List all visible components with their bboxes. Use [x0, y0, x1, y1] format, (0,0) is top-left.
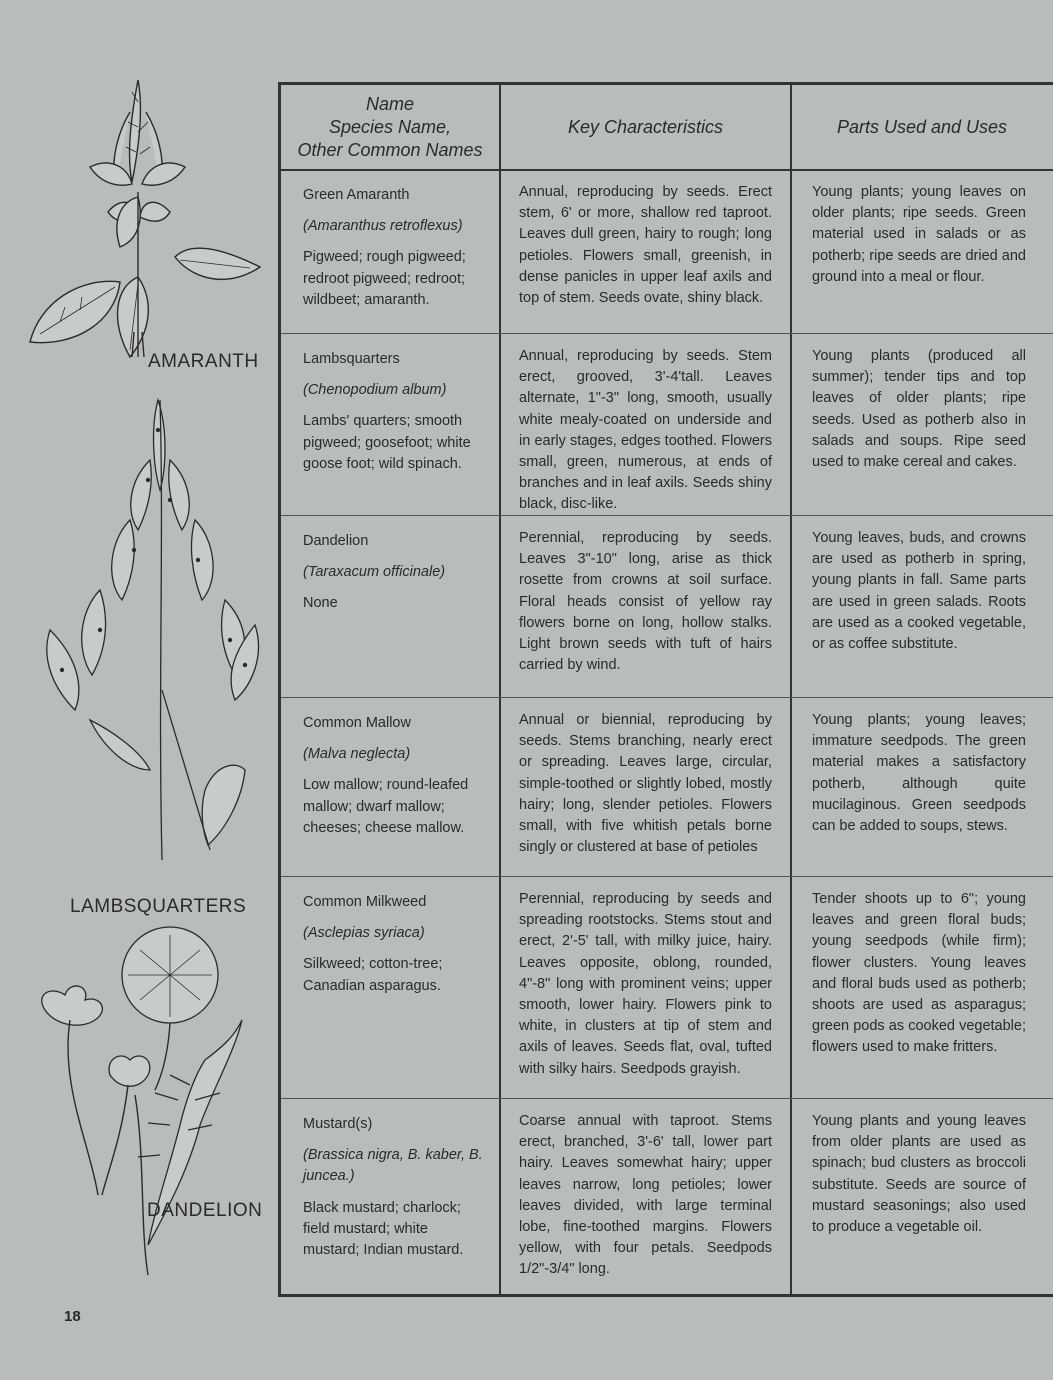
- parts-used-cell: Young plants (produced all summer); tender tips and top leaves of older plants; ripe seeds. Used as potherb also in salads and soups. Ripe seed used to make cereal and cakes.: [812, 348, 1026, 471]
- other-names: None: [303, 595, 338, 612]
- species-name: (Chenopodium album): [303, 382, 447, 399]
- key-characteristics-cell: Perennial, reproducing by seeds and spreading rootstocks. Stems stout and erect, 2'-5' tall, with milky juice, hairy. Leaves opposite, oblong, rounded, 4"-8" long with prominent veins; upper smooth, lower hairy. Flowers pink to white, in clusters at tip of stem and axils of leaves. Seeds flat, oval, tufted with silky hairs. Seedpods grayish.: [519, 891, 772, 1077]
- species-name: (Amaranthus retroflexus): [303, 218, 463, 235]
- parts-used-cell: Young plants; young leaves on older plants; ripe seeds. Green material used in salads or as potherb; ripe seeds are dried and ground into a meal or flour.: [812, 184, 1026, 285]
- name-cell: [281, 333, 499, 475]
- common-name: Common Milkweed: [303, 894, 427, 910]
- table-row: [281, 876, 1053, 1099]
- common-name: Common Mallow: [303, 715, 411, 731]
- header-parts-used: Parts Used and Uses: [836, 116, 1008, 137]
- parts-used-cell: Young leaves, buds, and crowns are used as potherb in spring, young plants in fall. Same parts are used in green salads. Roots are used as a cooked vegetable, or as coffee substitute.: [812, 530, 1026, 653]
- name-cell: [281, 1098, 499, 1261]
- common-name: Mustard(s): [303, 1116, 373, 1132]
- amaranth-illustration: [20, 72, 280, 372]
- name-cell: [281, 169, 499, 311]
- key-characteristics-cell: Coarse annual with taproot. Stems erect, branched, 3'-6' tall, lower part hairy. Leaves somewhat hairy; upper leaves narrow, long petioles; lower leaves divided, with large terminal lobe, fine-toothed margins. Flowers yellow, with four petals. Seedpods 1/2"-3/4" long.: [519, 1113, 772, 1278]
- parts-used-cell: Young plants; young leaves; immature seedpods. The green material makes a satisfactory potherb, although quite mucilaginous. Green seedpods can be added to soups, stews.: [812, 712, 1026, 835]
- edible-plants-table: [278, 82, 1053, 1297]
- table-row: [281, 697, 1053, 877]
- other-names: Black mustard; charlock; field mustard; white mustard; Indian mustard.: [303, 1199, 464, 1259]
- header-name: [281, 85, 499, 169]
- name-cell: [281, 876, 499, 997]
- species-name: (Taraxacum officinale): [303, 564, 446, 581]
- parts-used-cell: Young plants and young leaves from older plants are used as spinach; bud clusters as broccoli substitute. Seeds are source of mustard seasonings; also used to produce a vegetable oil.: [812, 1113, 1026, 1236]
- plant-illustrations: [0, 0, 275, 1300]
- species-name: (Malva neglecta): [303, 746, 411, 763]
- key-characteristics-cell: Perennial, reproducing by seeds. Leaves 3"-10" long, arise as thick rosette from crowns at soil surface. Floral heads consist of yellow ray flowers borne on long, hollow stalks. Light brown seeds with tuft of hairs carried by wind.: [519, 530, 772, 674]
- table-row: [281, 515, 1053, 698]
- common-name: Lambsquarters: [303, 351, 400, 367]
- key-characteristics-cell: Annual, reproducing by seeds. Erect stem, 6' or more, shallow red taproot. Leaves dull green, hairy to rough; long petioles. Flowers small, greenish, in dense panicles in upper leaf axils and top of stem. Seeds ovate, shiny black.: [519, 184, 772, 307]
- lambsquarters-label: LAMBSQUARTERS: [70, 896, 247, 917]
- key-characteristics-cell: Annual, reproducing by seeds. Stem erect, grooved, 3'-4'tall. Leaves alternate, 1"-3" long, smooth, usually white mealy-coated on underside and in early stages, edges toothed. Flowers small, green, numerous, at ends of branches and in leaf axils. Seeds shiny black, disc-like.: [519, 348, 772, 513]
- species-name: (Asclepias syriaca): [303, 925, 425, 942]
- table-row: [281, 169, 1053, 334]
- table-row: [281, 333, 1053, 516]
- other-names: Low mallow; round-leafed mallow; dwarf mallow; cheeses; cheese mallow.: [303, 777, 469, 836]
- table-row: [281, 1098, 1053, 1294]
- common-name: Dandelion: [303, 533, 369, 549]
- table-header: [281, 85, 1053, 171]
- header-name-line: Other Common Names: [297, 139, 483, 160]
- name-cell: [281, 697, 499, 839]
- header-name-line: Name: [365, 93, 414, 114]
- amaranth-label: AMARANTH: [148, 351, 259, 372]
- other-names: Lambs' quarters; smooth pigweed; goosefoot; white goose foot; wild spinach.: [303, 413, 471, 472]
- other-names: Pigweed; rough pigweed; redroot pigweed; redroot; wildbeet; amaranth.: [303, 249, 466, 308]
- name-cell: [281, 515, 499, 615]
- dandelion-label: DANDELION: [147, 1200, 263, 1221]
- key-characteristics-cell: Annual or biennial, reproducing by seeds. Stems branching, nearly erect or spreading. Leaves large, circular, simple-toothed or slightly lobed, mostly hairy; long, slender petioles. Flowers small, with five whitish petals borne singly or clustered at base of petioles: [519, 712, 772, 856]
- species-name: (Brassica nigra, B. kaber, B. juncea.): [303, 1147, 483, 1185]
- dandelion-illustration: [30, 925, 270, 1285]
- other-names: Silkweed; cotton-tree; Canadian asparagus.: [303, 956, 443, 994]
- parts-used-cell: Tender shoots up to 6"; young leaves and green floral buds; young seedpods (while firm); flower clusters. Young leaves and floral buds used as potherb; shoots are used as asparagus; green pods as cooked vegetable; flowers used to make fritters.: [812, 891, 1026, 1056]
- page-number: 18: [64, 1308, 81, 1325]
- lambsquarters-illustration: [30, 390, 270, 890]
- header-name-line: Species Name,: [328, 116, 452, 137]
- header-key-characteristics: Key Characteristics: [567, 116, 724, 137]
- common-name: Green Amaranth: [303, 187, 410, 203]
